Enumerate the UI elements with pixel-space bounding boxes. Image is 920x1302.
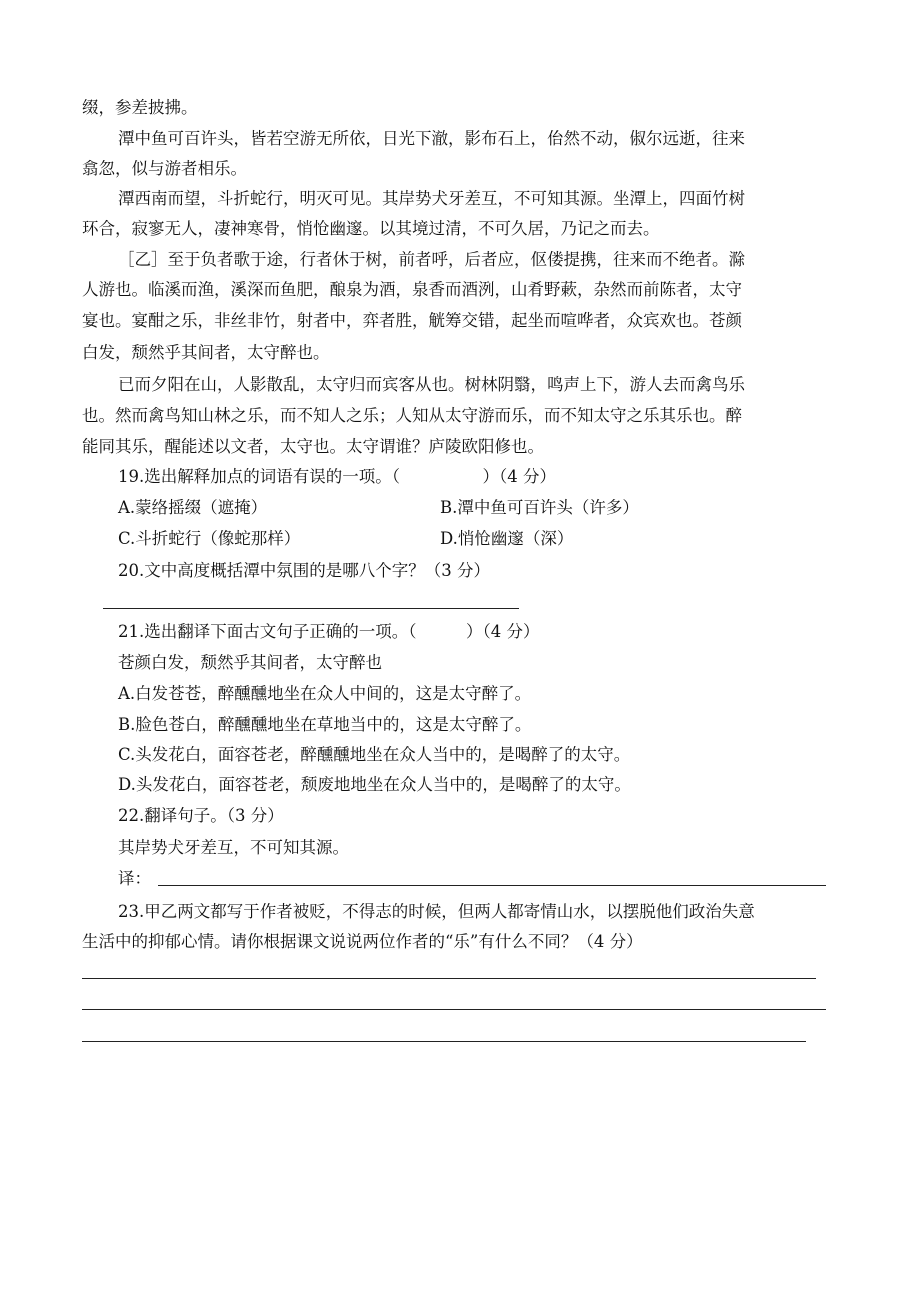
q21-option-c[interactable]: C.头发花白，面容苍老，醉醺醺地坐在众人当中的，是喝醉了的太守。 xyxy=(118,745,631,764)
q19-option-a[interactable]: A.蒙络摇缀（遮掩） xyxy=(118,498,268,517)
passage-line: 潭中鱼可百许头，皆若空游无所依，日光下澈，影布石上，佁然不动，俶尔远逝，往来 xyxy=(118,129,745,148)
q21-option-b[interactable]: B.脸色苍白，醉醺醺地坐在草地当中的，这是太守醉了。 xyxy=(118,715,532,734)
q23-answer-line-2[interactable] xyxy=(82,1009,826,1010)
passage-line: 宴也。宴酣之乐，非丝非竹，射者中，弈者胜，觥筹交错，起坐而喧哗者，众宾欢也。苍颜 xyxy=(82,311,742,330)
q21-option-a[interactable]: A.白发苍苍，醉醺醺地坐在众人中间的，这是太守醉了。 xyxy=(118,684,532,703)
q23-answer-line-3[interactable] xyxy=(82,1041,806,1042)
q19-option-c[interactable]: C.斗折蛇行（像蛇那样） xyxy=(118,529,301,548)
passage-line: 能同其乐，醒能述以文者，太守也。太守谓谁？庐陵欧阳修也。 xyxy=(82,437,544,456)
question-20-stem: 20.文中高度概括潭中氛围的是哪八个字？（3 分） xyxy=(118,561,490,580)
passage-line: 人游也。临溪而渔，溪深而鱼肥，酿泉为酒，泉香而酒洌，山肴野蔌，杂然而前陈者，太守 xyxy=(82,280,742,299)
question-23-stem: 生活中的抑郁心情。请你根据课文说说两位作者的“乐”有什么不同？（4 分） xyxy=(82,932,643,951)
question-19-stem: 19.选出解释加点的词语有误的一项。（ ）（4 分） xyxy=(118,467,556,486)
q22-translate-label: 译： xyxy=(118,869,151,888)
q20-answer-line[interactable] xyxy=(103,608,519,609)
q19-option-d[interactable]: D.悄怆幽邃（深） xyxy=(440,529,574,548)
q22-sentence: 其岸势犬牙差互，不可知其源。 xyxy=(118,838,349,857)
passage-line: 缀，参差披拂。 xyxy=(82,98,198,117)
passage-line: 潭西南而望，斗折蛇行，明灭可见。其岸势犬牙差互，不可知其源。坐潭上，四面竹树 xyxy=(118,189,745,208)
question-21-stem: 21.选出翻译下面古文句子正确的一项。（ ）（4 分） xyxy=(118,622,540,641)
question-22-stem: 22.翻译句子。（3 分） xyxy=(118,806,284,825)
q21-sentence: 苍颜白发，颓然乎其间者，太守醉也 xyxy=(118,653,382,672)
passage-line: ［乙］至于负者歌于途，行者休于树，前者呼，后者应，伛偻提携，往来而不绝者。滁 xyxy=(118,250,745,269)
q19-option-b[interactable]: B.潭中鱼可百许头（许多） xyxy=(440,498,639,517)
q22-answer-line[interactable] xyxy=(158,885,826,886)
passage-line: 环合，寂寥无人，凄神寒骨，悄怆幽邃。以其境过清，不可久居，乃记之而去。 xyxy=(82,219,660,238)
passage-line: 已而夕阳在山，人影散乱，太守归而宾客从也。树林阴翳，鸣声上下，游人去而禽鸟乐 xyxy=(118,375,745,394)
passage-line: 翕忽，似与游者相乐。 xyxy=(82,159,247,178)
q21-option-d[interactable]: D.头发花白，面容苍老，颓废地地坐在众人当中的，是喝醉了的太守。 xyxy=(118,775,631,794)
q23-answer-line-1[interactable] xyxy=(82,978,816,979)
question-23-stem: 23.甲乙两文都写于作者被贬，不得志的时候，但两人都寄情山水，以摆脱他们政治失意 xyxy=(118,902,755,921)
passage-line: 白发，颓然乎其间者，太守醉也。 xyxy=(82,343,330,362)
passage-line: 也。然而禽鸟知山林之乐，而不知人之乐；人知从太守游而乐，而不知太守之乐其乐也。醉 xyxy=(82,406,742,425)
